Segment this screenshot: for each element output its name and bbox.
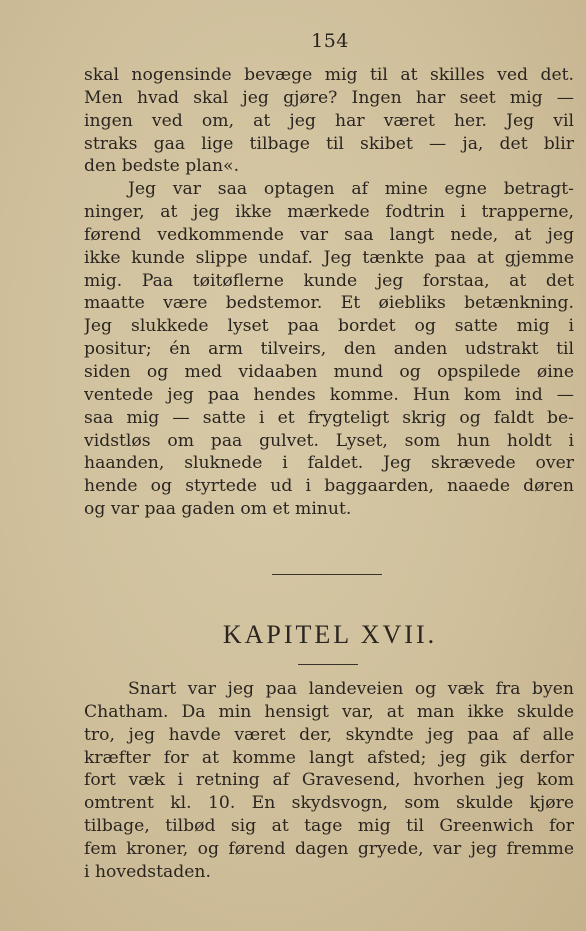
text-line: ninger, at jeg ikke mærkede fodtrin i trapperne, bbox=[84, 202, 574, 223]
page-number: 154 bbox=[311, 30, 349, 52]
text-line: skal nogensinde bevæge mig til at skilles ved det. bbox=[84, 65, 574, 85]
text-line: Jeg var saa optagen af mine egne betragt- bbox=[128, 179, 574, 200]
text-line: ventede jeg paa hendes komme. Hun kom ind — bbox=[84, 384, 574, 405]
chapter-heading: KAPITEL XVII. bbox=[222, 620, 438, 649]
text-line: siden og med vidaaben mund og opspilede øine bbox=[84, 361, 574, 382]
text-line: Chatham. Da min hensigt var, at man ikke skulde bbox=[84, 701, 574, 722]
chapter-heading-underline bbox=[298, 664, 358, 665]
text-line: kræfter for at komme langt afsted; jeg gik derfor bbox=[84, 747, 574, 768]
paragraph bbox=[84, 178, 574, 521]
text-line: ingen ved om, at jeg har været her. Jeg vil bbox=[84, 110, 574, 131]
text-block-after-chapter bbox=[84, 678, 574, 884]
text-line: Men hvad skal jeg gjøre? Ingen har seet mig — bbox=[84, 87, 574, 108]
text-line: i hovedstaden. bbox=[84, 861, 211, 882]
text-line: fort væk i retning af Gravesend, hvorhen jeg kom bbox=[84, 770, 574, 791]
text-line: straks gaa lige tilbage til skibet — ja, det blir bbox=[84, 133, 574, 154]
text-line: omtrent kl. 10. En skydsvogn, som skulde kjøre bbox=[84, 793, 574, 814]
paragraph bbox=[84, 678, 574, 884]
text-line: mig. Paa tøitøflerne kunde jeg forstaa, at det bbox=[84, 270, 574, 291]
text-line: saa mig — satte i et frygteligt skrig og faldt be- bbox=[84, 407, 574, 428]
text-line: tro, jeg havde været der, skyndte jeg paa af alle bbox=[84, 724, 574, 745]
text-line: ikke kunde slippe undaf. Jeg tænkte paa at gjemme bbox=[84, 247, 574, 268]
text-line: maatte være bedstemor. Et øiebliks betænkning. bbox=[84, 293, 574, 314]
text-line: Jeg slukkede lyset paa bordet og satte mig i bbox=[84, 316, 574, 337]
text-block-before-chapter bbox=[84, 64, 574, 521]
section-divider bbox=[272, 574, 382, 575]
text-line: haanden, sluknede i faldet. Jeg skrævede over bbox=[84, 453, 574, 474]
text-line: førend vedkommende var saa langt nede, at jeg bbox=[84, 224, 574, 245]
paragraph bbox=[84, 64, 574, 178]
text-line: den bedste plan«. bbox=[84, 156, 240, 177]
text-line: og var paa gaden om et minut. bbox=[84, 499, 352, 520]
text-line: positur; én arm tilveirs, den anden udstrakt til bbox=[84, 339, 574, 360]
text-line: vidstløs om paa gulvet. Lyset, som hun holdt i bbox=[84, 430, 574, 451]
text-line: fem kroner, og førend dagen gryede, var jeg fremme bbox=[84, 838, 574, 859]
text-line: hende og styrtede ud i baggaarden, naaede døren bbox=[84, 476, 574, 497]
text-line: Snart var jeg paa landeveien og væk fra byen bbox=[128, 679, 574, 699]
text-line: tilbage, tilbød sig at tage mig til Greenwich for bbox=[84, 816, 574, 837]
